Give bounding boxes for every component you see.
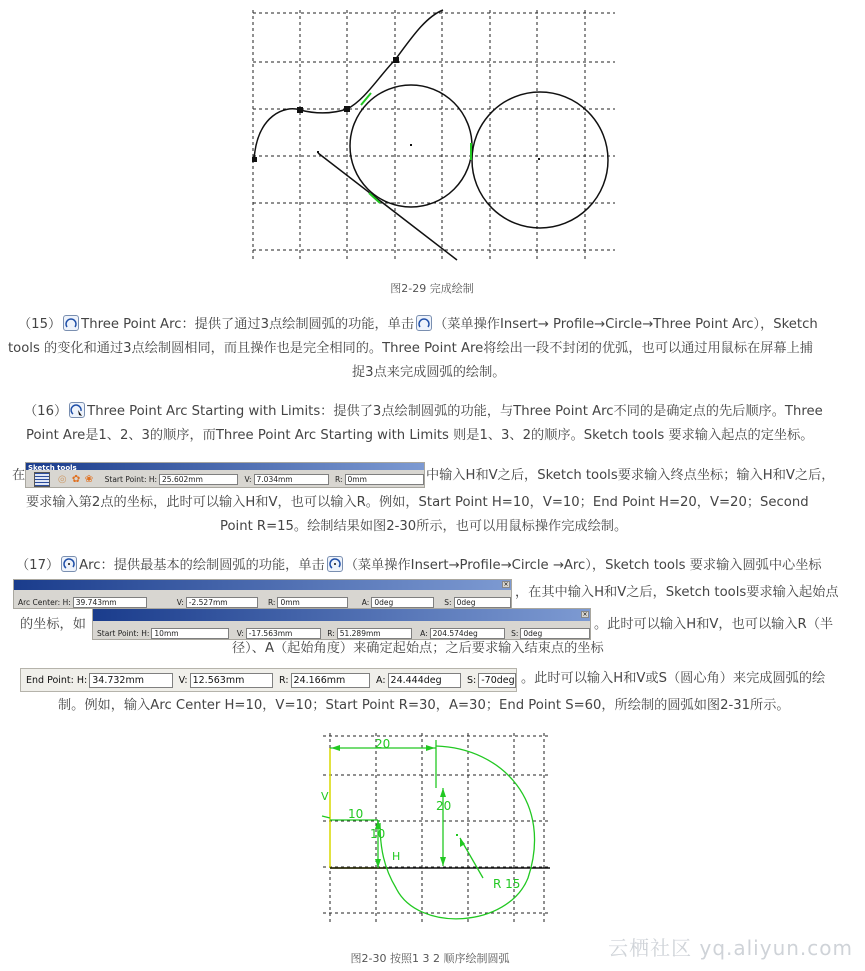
p16-line3-post: 中输入H和V之后，Sketch tools要求输入终点坐标；输入H和V之后， <box>426 468 835 483</box>
arc-center-v-field[interactable]: -2.527mm <box>186 597 258 608</box>
sketch-tools-toolbar-start-point-arc[interactable] <box>92 608 591 640</box>
end-point-v-field[interactable]: 12.563mm <box>190 673 273 688</box>
start-point-h-field[interactable]: 25.602mm <box>159 474 238 485</box>
p17-line6: 制。例如，输入Arc Center H=10，V=10；Start Point R=30，A=30；End Point S=60，所绘制的圆弧如图2-31所示。 <box>58 698 790 713</box>
start-point-r-field[interactable]: 51.289mm <box>337 628 412 639</box>
grid-icon[interactable] <box>34 472 50 487</box>
three-point-arc-icon-inline[interactable] <box>416 315 432 331</box>
p15-line2: tools 的变化和通过3点绘制圆相同，而且操作也是完全相同的。Three Point Are将绘出一段不封闭的优弧，也可以通过用鼠标在屏幕上捕 <box>8 341 813 356</box>
end-point-r-label: R: <box>279 674 289 686</box>
start-point-h-label: Start Point: H: <box>104 475 158 484</box>
p15-number: （15） <box>18 317 62 332</box>
p16-text: Three Point Arc Starting with Limits：提供了3点绘制圆弧的功能，与Three Point Arc不同的是确定点的先后顺序。Three <box>87 404 823 419</box>
p17-line3-post: 。此时可以输入H和V，也可以输入R（半 <box>594 617 834 632</box>
p17-line2-post: ，在其中输入H和V之后，Sketch tools要求输入起始点 <box>515 585 839 600</box>
arc-center-r-field[interactable]: 0mm <box>277 597 347 608</box>
three-point-arc-icon[interactable] <box>63 315 79 331</box>
p17-line3-pre: 的坐标，如 <box>20 617 86 632</box>
arc-center-h-label: Arc Center: H: <box>18 597 71 607</box>
p17-line1 <box>16 554 822 578</box>
figure-2-29-caption: 图2-29 完成绘制 <box>390 282 474 295</box>
end-point-h-label: End Point: H: <box>26 674 88 686</box>
p15-line3: 捉3点来完成圆弧的绘制。 <box>352 365 506 380</box>
start-point-r-field[interactable]: 0mm <box>345 474 424 485</box>
p15-line1 <box>18 313 818 337</box>
close-icon[interactable]: × <box>582 611 588 618</box>
arc-icon-inline[interactable] <box>327 556 343 572</box>
axis-v-label: V <box>321 790 329 803</box>
start-point-a-field[interactable]: 204.574deg <box>430 628 505 639</box>
watermark: 云栖社区 yq.aliyun.com <box>608 936 853 960</box>
end-point-r-field[interactable]: 24.166mm <box>291 673 370 688</box>
arc-with-limits-icon[interactable] <box>69 402 85 418</box>
arc-center-s-label: S: <box>444 597 452 607</box>
construction-icon[interactable]: ◎ <box>57 473 67 485</box>
p15-text-b: （菜单操作Insert→ Profile→Circle→Three Point Arc），Sketch <box>434 317 818 332</box>
p16-line1 <box>24 400 823 424</box>
p16-line4: 要求输入第2点的坐标，此时可以输入H和V，也可以输入R。例如，Start Point H=10，V=10；End Point H=20，V=20；Second <box>26 495 809 510</box>
toolbar-title-bar <box>26 463 424 470</box>
figure-2-29-sketch <box>245 5 620 265</box>
arc-icon[interactable] <box>61 556 77 572</box>
p16-line5: Point R=15。绘制结果如图2-30所示，也可以用鼠标操作完成绘制。 <box>220 519 628 534</box>
end-point-h-field[interactable]: 34.732mm <box>89 673 172 688</box>
start-point-a-label: A: <box>420 628 428 638</box>
p16-line3-pre: 在 <box>12 468 26 483</box>
start-point-v-label: V: <box>236 628 244 638</box>
start-point-v-label: V: <box>244 475 252 484</box>
toolbar-title: Sketch tools <box>28 464 77 472</box>
start-point-s-field[interactable]: 0deg <box>520 628 590 639</box>
end-point-s-label: S: <box>467 674 477 686</box>
dimension-icon[interactable]: ❀ <box>84 473 94 485</box>
start-point-h-label: Start Point: H: <box>97 628 150 638</box>
p16-line2: Point Are是1、2、3的顺序，而Three Point Arc Starting with Limits 则是1、3、2的顺序。Sketch tools 要求输入起点的定坐标。 <box>26 428 814 443</box>
start-point-r-label: R: <box>327 628 335 638</box>
end-point-v-label: V: <box>178 674 188 686</box>
arc-center-r-label: R: <box>267 597 276 607</box>
dim-10-vertical: 10 <box>370 827 386 841</box>
arc-center-s-field[interactable]: 0deg <box>454 597 511 608</box>
snap-icon[interactable]: ✿ <box>71 473 81 485</box>
start-point-s-label: S: <box>511 628 519 638</box>
p15-text-a: Three Point Arc：提供了通过3点绘制圆弧的功能，单击 <box>81 317 415 332</box>
start-point-v-field[interactable]: 7.034mm <box>254 474 329 485</box>
start-point-r-label: R: <box>335 475 343 484</box>
p17-text-b: （菜单操作Insert→Profile→Circle →Arc），Sketch tools 要求输入圆弧中心坐标 <box>344 558 822 573</box>
dim-20-vertical: 20 <box>436 799 452 813</box>
axis-h-label: H <box>392 850 401 863</box>
figure-2-30-caption: 图2-30 按照1 3 2 顺序绘制圆弧 <box>350 952 510 965</box>
end-point-a-field[interactable]: 24.444deg <box>388 673 461 688</box>
close-icon[interactable]: × <box>503 581 509 588</box>
p16-number: （16） <box>24 404 68 419</box>
figure-2-30-sketch <box>318 728 558 928</box>
sketch-tools-toolbar-end-point[interactable] <box>20 668 517 692</box>
toolbar-title-bar <box>14 580 511 590</box>
p17-line4: 径）、A（起始角度）来确定起始点；之后要求输入结束点的坐标 <box>232 641 604 656</box>
arc-center-h-field[interactable]: 39.743mm <box>73 597 147 608</box>
end-point-a-label: A: <box>375 674 386 686</box>
toolbar-title-bar <box>93 609 590 621</box>
radius-label: R 15 <box>493 877 521 891</box>
arc-center-a-field[interactable]: 0deg <box>371 597 434 608</box>
dim-20-top: 20 <box>375 737 391 751</box>
p17-number: （17） <box>16 558 60 573</box>
p17-text-a: Arc：提供最基本的绘制圆弧的功能，单击 <box>79 558 325 573</box>
end-point-s-field[interactable]: -70deg <box>478 673 516 688</box>
sketch-tools-toolbar-arc-center[interactable] <box>13 579 512 609</box>
start-point-v-field[interactable]: -17.563mm <box>246 628 321 639</box>
p17-line5-post: 。此时可以输入H和V或S（圆心角）来完成圆弧的绘 <box>521 671 826 686</box>
start-point-h-field[interactable]: 10mm <box>151 628 228 639</box>
arc-center-v-label: V: <box>176 597 184 607</box>
dim-10-horizontal: 10 <box>348 807 364 821</box>
arc-center-a-label: A: <box>361 597 370 607</box>
sketch-tools-toolbar-start-point[interactable] <box>25 462 425 488</box>
